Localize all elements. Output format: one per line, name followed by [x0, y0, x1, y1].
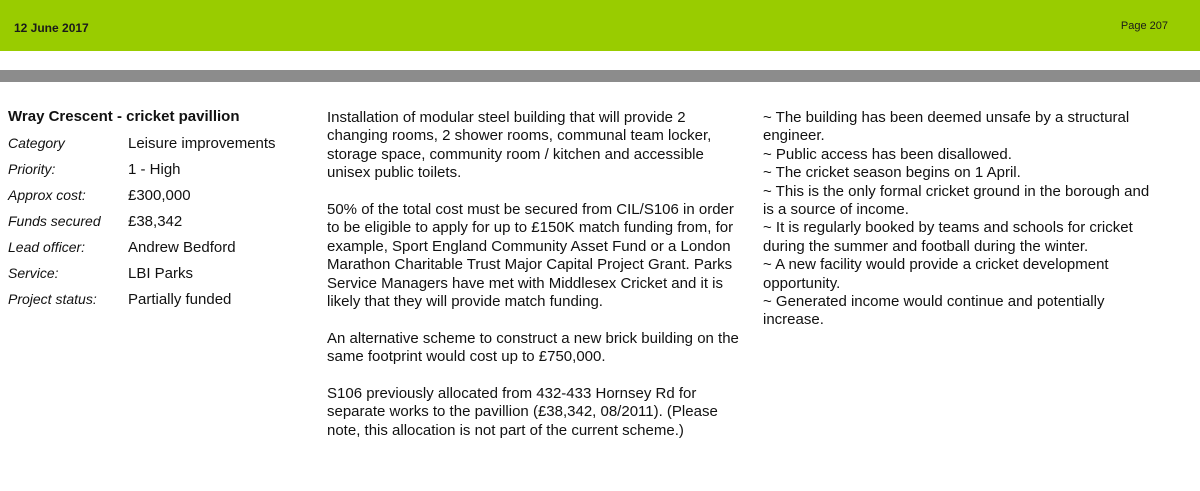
- header-date: 12 June 2017: [14, 21, 89, 35]
- detail-label: Lead officer:: [8, 239, 86, 255]
- project-summary: [8, 108, 308, 317]
- description-paragraph: Installation of modular steel building that will provide 2 changing rooms, 2 shower rooms, communal team locker, storage space, community room / kitchen and accessible unisex public toilets.: [327, 109, 712, 182]
- detail-value: Andrew Bedford: [128, 239, 236, 256]
- detail-row-service: [8, 265, 308, 291]
- header-divider: [0, 70, 1200, 82]
- detail-label: Approx cost:: [8, 187, 86, 203]
- detail-value: LBI Parks: [128, 265, 194, 282]
- detail-label: Service:: [8, 265, 59, 281]
- description-paragraph: An alternative scheme to construct a new brick building on the same footprint would cost up to £750,000.: [327, 329, 739, 366]
- justification-point: ~ The cricket season begins on 1 April.: [763, 164, 1021, 182]
- justification-point: ~ Generated income would continue and potentially increase.: [763, 293, 1105, 329]
- description-paragraph: S106 previously allocated from 432-433 Hornsey Rd for separate works to the pavillion (£38,342, 08/2011). (Please note, this allocation is not part of the current scheme.): [327, 385, 718, 439]
- detail-row-project-status: [8, 291, 308, 317]
- detail-row-approx-cost: [8, 187, 308, 213]
- detail-value: Partially funded: [128, 291, 232, 308]
- detail-value: Leisure improvements: [128, 135, 276, 152]
- description-paragraph: 50% of the total cost must be secured from CIL/S106 in order to be eligible to apply for up to £150K match funding from, for example, Sport England Community Asset Fund or a London Marathon Charitable Trust Major Capital Project Grant. Parks Service Managers have met with Middlesex Cricket and it is likely that they will provide match funding.: [327, 201, 734, 311]
- detail-label: Funds secured: [8, 213, 101, 229]
- detail-row-category: [8, 135, 308, 161]
- project-justification: [763, 109, 1163, 330]
- detail-label: Priority:: [8, 161, 56, 177]
- page-number: Page 207: [1120, 20, 1168, 32]
- detail-row-lead-officer: [8, 239, 308, 265]
- detail-row-funds-secured: [8, 213, 308, 239]
- project-description: [327, 109, 747, 459]
- justification-point: ~ A new facility would provide a cricket development opportunity.: [763, 256, 1109, 292]
- page-header: [0, 0, 1200, 51]
- detail-value: 1 - High: [128, 161, 181, 178]
- justification-point: ~ Public access has been disallowed.: [763, 145, 1012, 163]
- detail-label: Category: [8, 135, 65, 151]
- project-title: Wray Crescent - cricket pavillion: [8, 108, 240, 125]
- detail-row-priority: [8, 161, 308, 187]
- detail-label: Project status:: [8, 291, 97, 307]
- detail-value: £38,342: [128, 213, 183, 230]
- detail-value: £300,000: [128, 187, 191, 204]
- justification-point: ~ It is regularly booked by teams and schools for cricket during the summer and football during the winter.: [763, 219, 1133, 255]
- justification-point: ~ This is the only formal cricket ground in the borough and is a source of income.: [763, 182, 1150, 219]
- justification-point: ~ The building has been deemed unsafe by a structural engineer.: [763, 109, 1130, 145]
